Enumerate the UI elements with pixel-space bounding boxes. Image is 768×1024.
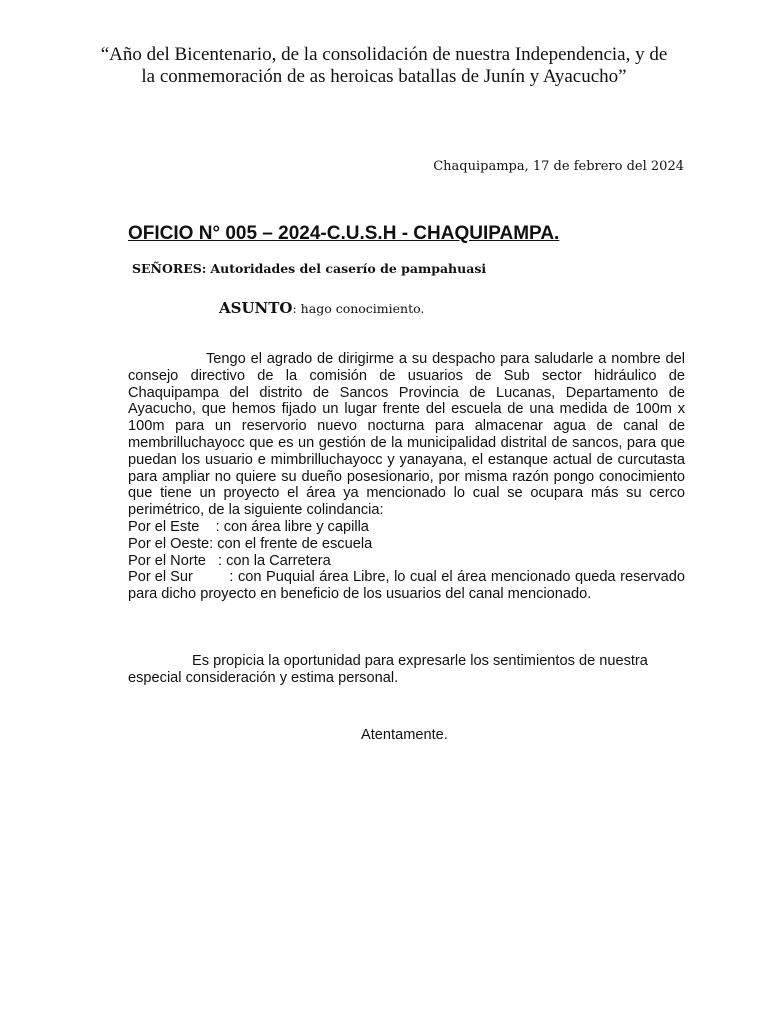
boundary-west-desc: : con el frente de escuela [209, 535, 373, 552]
addressee-label: SEÑORES: [132, 261, 207, 276]
boundary-south-desc: : con Puquial área Libre, lo cual el área mencionado queda reservado para dicho proyecto en beneficio de los usuarios del canal mencionado. [128, 569, 685, 603]
boundary-west [128, 536, 685, 553]
boundary-east-desc: : con área libre y capilla [215, 518, 369, 535]
year-motto: “Año del Bicentenario, de la consolidación de nuestra Independencia, y de la conmemoración de as heroicas batallas de Junín y Ayacucho” [100, 44, 668, 87]
body-paragraph-2: Es propicia la oportunidad para expresarle los sentimientos de nuestra especial consideración y estima personal. [128, 653, 648, 686]
boundary-north-desc: : con la Carretera [218, 552, 331, 569]
letter-body [128, 351, 685, 603]
closing-paragraph-block [128, 653, 685, 687]
boundary-south-side: Por el Sur [128, 569, 230, 586]
boundary-east-side: Por el Este [128, 518, 216, 535]
boundary-west-side: Por el Oeste [128, 535, 210, 552]
boundary-north-side: Por el Norte [128, 552, 219, 569]
boundary-north [128, 553, 685, 570]
addressee-value: Autoridades del caserío de pampahuasi [210, 261, 487, 276]
boundary-east [128, 519, 685, 536]
oficio-title: OFICIO N° 005 – 2024-C.U.S.H - CHAQUIPAMPA. [128, 223, 560, 244]
boundary-south [128, 569, 685, 603]
place-date: Chaquipampa, 17 de febrero del 2024 [433, 159, 684, 174]
addressee-line [132, 260, 486, 278]
subject-label: ASUNTO [219, 299, 293, 317]
body-paragraph-1: Tengo el agrado de dirigirme a su despacho para saludarle a nombre del consejo directivo de la comisión de usuarios de Sub sector hidráulico de Chaquipampa del distrito de Sancos Provincia de Lucanas, Departamento de Ayacucho, que hemos fijado un lugar frente del escuela de una medida de 100m x 100m para un reservorio nuevo nocturna para almacenar agua de canal de membrilluchayocc que es un gestión de la municipalidad distrital de sancos, para que puedan los usuario e mimbrilluchayocc y yanayana, el estanque actual de curcutasta para ampliar no quiere su dueño posesionario, por misma razón pongo conocimiento que tiene un proyecto el área ya mencionado lo cual se ocupara más su cerco perimétrico, de la siguiente colindancia: [128, 351, 685, 519]
subject-line [219, 298, 424, 319]
closing-salutation: Atentamente. [361, 727, 448, 743]
subject-value: : hago conocimiento. [292, 301, 425, 316]
